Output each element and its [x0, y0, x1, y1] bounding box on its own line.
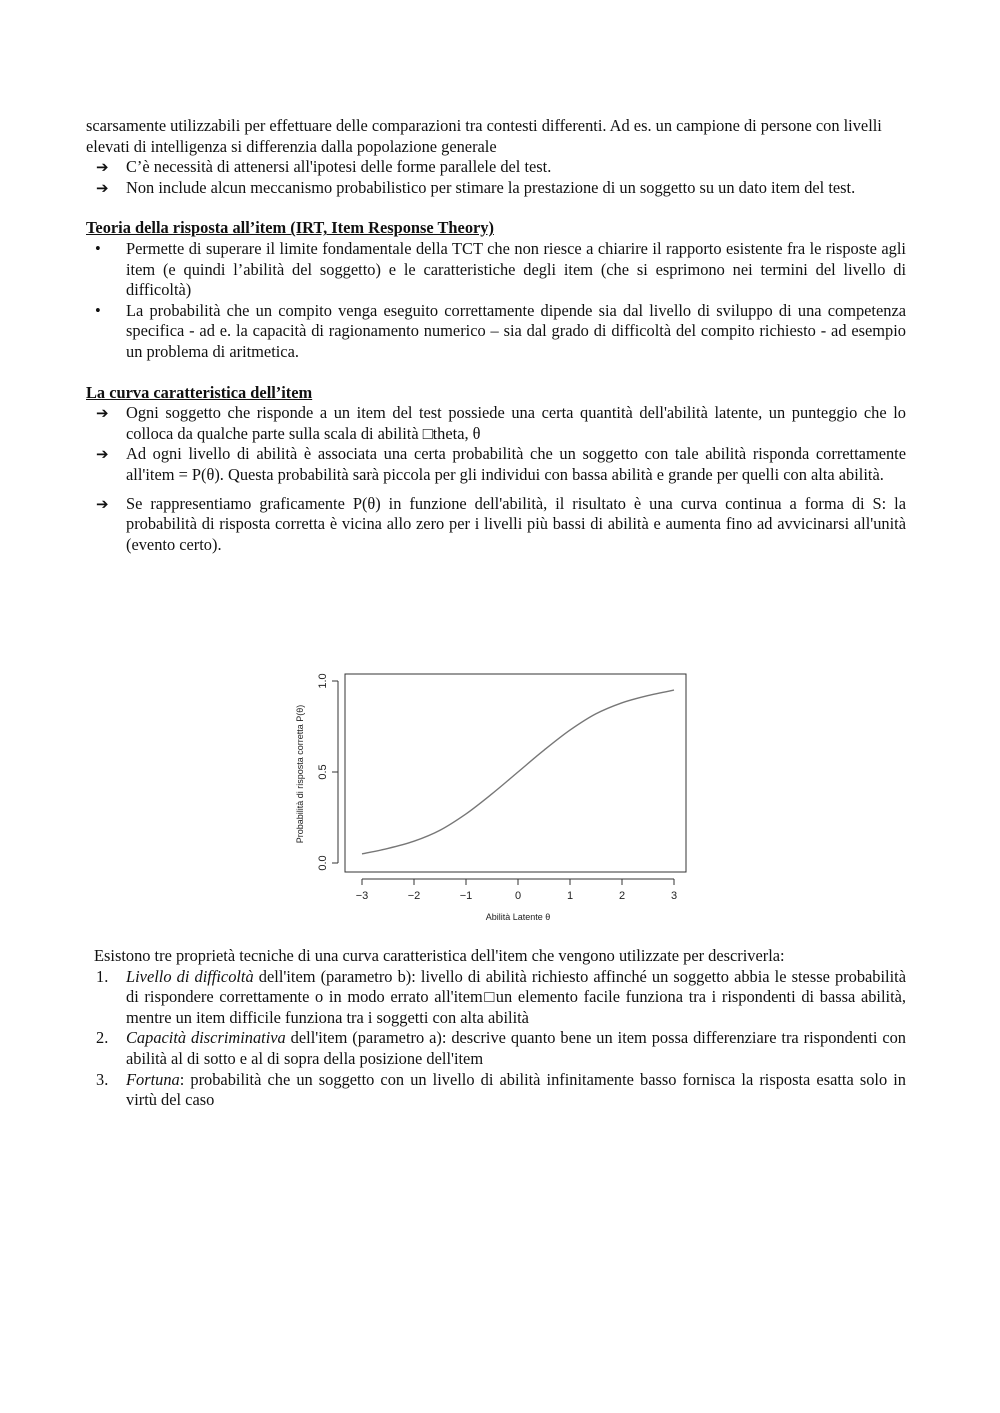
bullet-icon: •	[95, 238, 101, 258]
item-term: Capacità discriminativa	[126, 1028, 286, 1048]
y-tick-label: 1.0	[317, 673, 329, 689]
item-text	[126, 1070, 906, 1111]
numbered-item	[94, 967, 906, 1029]
list-item	[86, 157, 906, 178]
item-text	[126, 967, 906, 1029]
x-tick-label: 2	[618, 890, 626, 902]
y-tick-label: 0.0	[317, 855, 329, 871]
numbered-item	[94, 1028, 906, 1069]
arrow-right-icon: ➔	[96, 445, 109, 464]
bullet-icon: •	[95, 300, 101, 320]
document-body	[86, 116, 906, 555]
arrow-right-icon: ➔	[96, 404, 109, 423]
list-item-text: Permette di superare il limite fondamentale della TCT che non riesce a chiarire il rapporto esistente fra le risposte agli item (e quindi l’abilità del soggetto) e le caratteristiche degli item (che si esprimono nei termini del livello di difficoltà)	[126, 238, 906, 300]
item-description: : probabilità che un soggetto con un livello di abilità infinitamente basso fornisca la risposta esatta solo in virtù del caso	[126, 1069, 906, 1110]
list-item	[86, 178, 906, 199]
x-axis-label: Abilità Latente θ	[485, 912, 551, 922]
list-item-text: La probabilità che un compito venga eseguito correttamente dipende sia dal livello di sviluppo di una competenza specifica - ad e. la capacità di ragionamento numerico – sia dal grado di difficoltà del compito richiesto - ad esempio un problema di aritmetica.	[126, 300, 906, 361]
item-description: dell'item (parametro b): livello di abilità richiesto affinché un soggetto abbia le stesse probabilità di rispondere correttamente o in modo errato all'item□un elemento facile funziona tra i rispondenti di bassa abilità, mentre un item difficile funziona tra i soggetti con alta abilità	[126, 966, 906, 1027]
x-tick-label: 1	[566, 890, 574, 902]
item-term: Livello di difficoltà	[126, 966, 254, 986]
item-description: dell'item (parametro a): descrive quanto bene un item possa differenziare tra rispondenti con abilità al di sotto e al di sopra della posizione dell'item	[126, 1028, 907, 1068]
list-item-text: Se rappresentiamo graficamente P(θ) in funzione dell'abilità, il risultato è una curva continua a forma di S: la probabilità di risposta corretta è vicina allo zero per i livelli più bassi di abilità e aumenta fino ad avvicinarsi all'unità (evento certo).	[126, 493, 906, 554]
item-number: 2.	[96, 1028, 109, 1048]
y-axis-label: Probabilità di risposta corretta P(θ)	[295, 704, 305, 844]
item-number: 1.	[96, 966, 109, 986]
item-text	[126, 1028, 906, 1069]
list-item-text: C’è necessità di attenersi all'ipotesi delle forme parallele del test.	[126, 157, 552, 177]
x-tick-label: −3	[355, 890, 369, 902]
numbered-item	[94, 1070, 906, 1111]
list-item-text: Non include alcun meccanismo probabilistico per stimare la prestazione di un soggetto su un dato item del test.	[126, 177, 856, 197]
x-tick-label: 0	[514, 890, 522, 902]
list-item	[86, 239, 906, 301]
chart-svg	[286, 664, 706, 932]
series-line	[362, 690, 674, 854]
arrow-right-icon: ➔	[96, 494, 109, 513]
item-characteristic-curve-chart	[286, 664, 706, 932]
x-tick-label: 3	[670, 890, 678, 902]
plot-frame	[345, 674, 686, 872]
x-tick-label: −2	[407, 890, 421, 902]
x-tick-label: −1	[459, 890, 473, 902]
list-item	[86, 403, 906, 444]
item-number: 3.	[96, 1069, 109, 1089]
intro-paragraph: scarsamente utilizzabili per effettuare delle comparazioni tra contesti differenti. Ad es. un campione di persone con livelli elevati di intelligenza si differenzia dalla popolazione generale	[86, 116, 882, 156]
list-item	[86, 494, 906, 556]
properties-section	[94, 946, 906, 1111]
list-item	[86, 444, 906, 485]
section-heading-irt: Teoria della risposta all’item (IRT, Item Response Theory)	[86, 218, 494, 238]
list-item	[86, 301, 906, 363]
list-item-text: Ad ogni livello di abilità è associata una certa probabilità che un soggetto con tale abilità risponda correttamente all'item = P(θ). Questa probabilità sarà piccola per gli individui con bassa abilità e grande per quelli con alta abilità.	[126, 444, 906, 484]
list-item-text: Ogni soggetto che risponde a un item del test possiede una certa quantità dell'abilità latente, un punteggio che lo colloca da qualche parte sulla scala di abilità □theta, θ	[126, 403, 906, 443]
properties-intro: Esistono tre proprietà tecniche di una curva caratteristica dell'item che vengono utilizzate per descriverla:	[94, 946, 785, 965]
item-term: Fortuna	[126, 1069, 180, 1089]
arrow-right-icon: ➔	[96, 178, 109, 197]
arrow-right-icon: ➔	[96, 158, 109, 177]
section-heading-icc: La curva caratteristica dell’item	[86, 382, 313, 402]
y-tick-label: 0.5	[317, 764, 329, 780]
